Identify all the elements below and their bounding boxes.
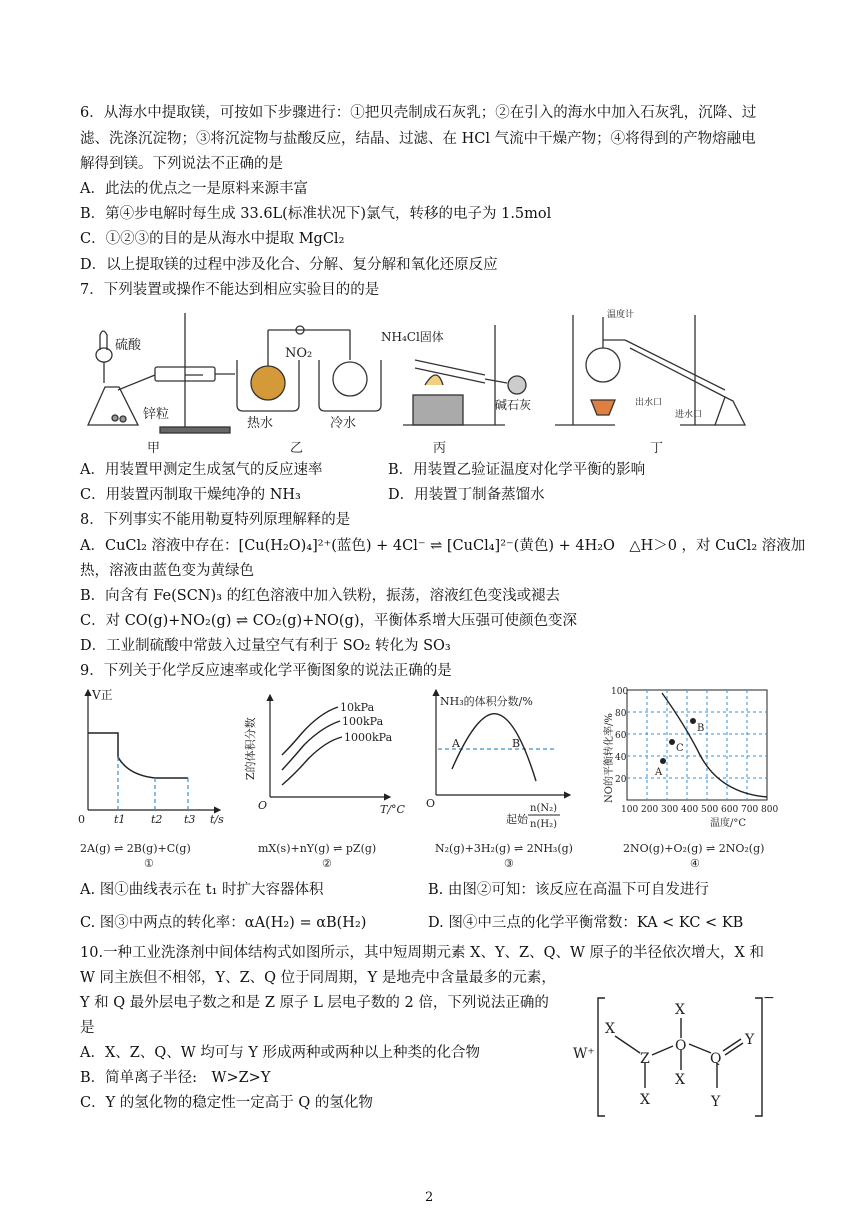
g4-xtick-400: 400 [681,805,699,815]
q9-option-a: A. 图①曲线表示在 t₁ 时扩大容器体积 [80,882,324,898]
q7-option-a: A．用装置甲测定生成氢气的反应速率 [80,462,323,478]
g4-xtick-800: 800 [761,805,779,815]
g1-xlabel: t/s [210,813,224,826]
apparatus-ding [555,315,745,425]
g2-p1: 10kPa [340,701,375,714]
bing-solid-label: NH₄Cl固体 [381,330,444,344]
struct-o: O [675,1038,687,1054]
ding-outlet-label: 出水口 [635,398,663,408]
q9-option-b: B. 由图②可知：该反应在高温下可自发进行 [428,882,709,898]
q6-line1: 6．从海水中提取镁，可按如下步骤进行：①把贝壳制成石灰乳；②在引入的海水中加入石灰乳，沉降、过 [80,105,757,121]
q6-option-a: A．此法的优点之一是原料来源丰富 [80,181,308,197]
jia-acid-label: 硫酸 [115,338,142,353]
g4-point-c: C [676,743,684,754]
g1-t1: t1 [114,813,126,826]
graph-1 [88,690,220,810]
q10-line4: 是 [80,1020,95,1036]
g4-xtick-200: 200 [641,805,659,815]
q8-option-d: D．工业制硫酸中常鼓入过量空气有利于 SO₂ 转化为 SO₃ [80,638,451,654]
g3-origin: O [426,797,436,810]
g3-xlabel-denominator: n(H₂) [530,819,557,830]
g1-t3: t3 [184,813,196,826]
g2-p2: 100kPa [342,715,384,728]
g4-ytick-20: 20 [615,775,627,785]
q7-apparatus-figure [85,305,775,457]
q6-line3: 解得到镁。下列说法不正确的是 [80,156,283,172]
ding-thermometer-label: 温度计 [607,310,635,320]
struct-x-left: X [605,1021,615,1037]
g4-ylabel: NO的平衡转化率/% [604,713,615,803]
g4-xtick-300: 300 [661,805,679,815]
q9-option-d: D. 图④中三点的化学平衡常数：KA < KC < KB [428,915,744,931]
yi-no2-label: NO₂ [285,346,313,361]
yi-cold-water-label: 冷水 [330,416,357,431]
g4-point-a: A [655,767,663,778]
struct-y-right: Y [745,1032,755,1048]
ding-inlet-label: 进水口 [675,410,703,420]
g4-xtick-600: 600 [721,805,739,815]
g4-ytick-100: 100 [611,687,629,697]
g2-origin: O [258,799,268,812]
g3-number: ③ [504,857,514,870]
struct-w: W⁺ [573,1046,595,1062]
q10-line1: 10.一种工业洗涤剂中间体结构式如图所示，其中短周期元素 X、Y、Z、Q、W 原子的半径依次增大，X 和 [80,945,764,961]
q10-structure-diagram [565,988,790,1123]
g3-ylabel: NH₃的体积分数/% [440,695,533,708]
q10-option-a: A．X、Z、Q、W 均可与 Y 形成两种或两种以上种类的化合物 [80,1045,481,1061]
q9-stem: 9．下列关于化学反应速率或化学平衡图象的说法正确的是 [80,663,452,679]
g3-xlabel-prefix: 起始 [506,813,528,826]
g4-xtick-700: 700 [741,805,759,815]
struct-y-bottom: Y [711,1094,721,1110]
q7-option-c: C．用装置丙制取干燥纯净的 NH₃ [80,487,301,503]
q7-option-d: D．用装置丁制备蒸馏水 [388,487,545,503]
yi-hot-water-label: 热水 [247,416,274,431]
q6-option-c: C．①②③的目的是从海水中提取 MgCl₂ [80,231,345,247]
g4-ytick-40: 40 [615,753,627,763]
g4-equation: 2NO(g)+O₂(g) ⇌ 2NO₂(g) [623,842,765,855]
g2-ylabel: Z的体积分数 [244,717,257,780]
q8-stem: 8．下列事实不能用勒夏特列原理解释的是 [80,512,351,528]
g1-equation: 2A(g) ⇌ 2B(g)+C(g) [80,842,191,855]
g4-ytick-80: 80 [615,709,627,719]
q6-line2: 滤、洗涤沉淀物；③将沉淀物与盐酸反应，结晶、过滤、在 HCl 气流中干燥产物；④将得到的产物熔融电 [80,131,756,147]
g3-equation: N₂(g)+3H₂(g) ⇌ 2NH₃(g) [435,842,573,855]
g2-number: ② [322,857,332,870]
struct-z: Z [640,1051,650,1067]
g1-origin: 0 [78,813,85,826]
q9-option-c: C. 图③中两点的转化率：αA(H₂) = αB(H₂) [80,915,367,931]
bing-lime-label: 碱石灰 [495,398,532,412]
apparatus-yi [237,326,381,411]
struct-x-top: X [675,1002,685,1018]
g4-xtick-100: 100 [621,805,639,815]
struct-x-bottom-left: X [640,1092,650,1108]
yi-caption: 乙 [290,441,304,456]
q10-line2: W 同主族但不相邻，Y、Z、Q 位于同周期，Y 是地壳中含量最多的元素， [80,970,556,986]
jia-caption: 甲 [147,441,161,456]
g2-p3: 1000kPa [344,731,393,744]
q10-option-b: B．简单离子半径: W>Z>Y [80,1070,271,1086]
g4-number: ④ [690,857,700,870]
q6-option-b: B．第④步电解时每生成 33.6L(标准状况下)氯气，转移的电子为 1.5mol [80,206,552,222]
g4-point-b: B [697,723,705,734]
q6-option-d: D．以上提取镁的过程中涉及化合、分解、复分解和氧化还原反应 [80,257,498,273]
q8-option-a-line1: A．CuCl₂ 溶液中存在：[Cu(H₂O)₄]²⁺(蓝色) + 4Cl⁻ ⇌ [CuCl₄]²⁻(黄色) + 4H₂O △H＞0 ，对 CuCl₂ 溶液加 [80,538,806,554]
g1-number: ① [144,857,154,870]
g3-xlabel-numerator: n(N₂) [530,803,558,814]
g2-xlabel: T/°C [380,803,405,816]
g4-xlabel: 温度/°C [710,818,747,829]
q10-option-c: C．Y 的氢化物的稳定性一定高于 Q 的氢化物 [80,1095,373,1111]
struct-q: Q [710,1051,722,1067]
q8-option-a-line2: 热，溶液由蓝色变为黄绿色 [80,563,254,579]
g4-xtick-500: 500 [701,805,719,815]
struct-charge: − [763,990,775,1006]
graph-4 [627,690,767,800]
q10-line3: Y 和 Q 最外层电子数之和是 Z 原子 L 层电子数的 2 倍，下列说法正确的 [80,995,549,1011]
ding-caption: 丁 [650,441,664,456]
jia-zinc-label: 锌粒 [143,407,170,422]
g4-ytick-60: 60 [615,731,627,741]
q7-option-b: B．用装置乙验证温度对化学平衡的影响 [388,462,646,478]
q8-option-c: C．对 CO(g)+NO₂(g) ⇌ CO₂(g)+NO(g)，平衡体系增大压强可使颜色变深 [80,613,577,629]
bing-caption: 丙 [433,441,447,456]
g3-point-a: A [452,737,460,750]
g2-equation: mX(s)+nY(g) ⇌ pZ(g) [258,842,377,855]
struct-x-mid: X [675,1072,685,1088]
q7-stem: 7．下列装置或操作不能达到相应实验目的的是 [80,282,380,298]
g1-t2: t2 [151,813,163,826]
page-number: 2 [425,1190,434,1205]
g3-point-b: B [512,737,521,750]
g1-ylabel: V正 [92,688,113,702]
q8-option-b: B．向含有 Fe(SCN)₃ 的红色溶液中加入铁粉，振荡，溶液红色变浅或褪去 [80,588,561,604]
q9-graphs [70,685,790,870]
